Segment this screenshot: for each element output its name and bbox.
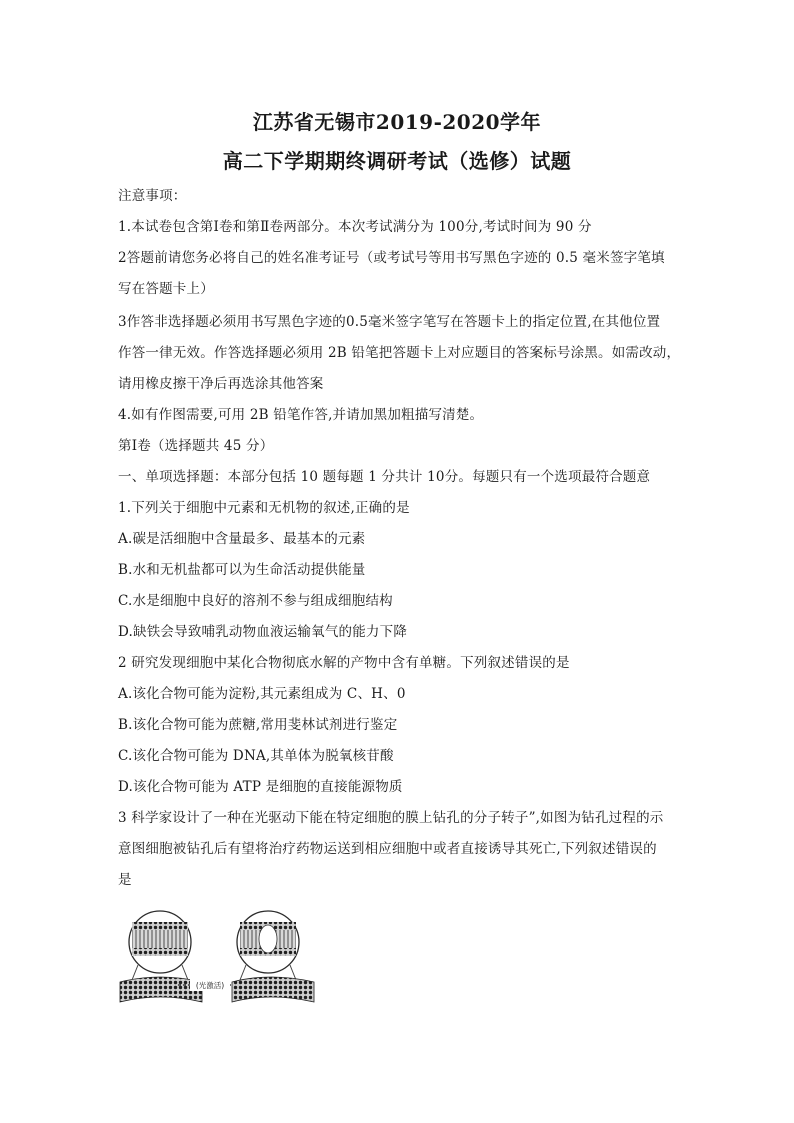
notice-item-2-cont: 写在答题卡上） xyxy=(118,281,214,297)
section-heading: 第Ⅰ卷（选择题共 45 分） xyxy=(118,438,274,454)
q2-option-c: C.该化合物可能为 DNA,其单体为脱氧核苷酸 xyxy=(118,748,394,764)
q2-option-d: D.该化合物可能为 ATP 是细胞的直接能源物质 xyxy=(118,779,403,795)
question-3-cont: 意图细胞被钻孔后有望将治疗药物运送到相应细胞中或者直接诱导其死亡,下列叙述错误的 xyxy=(118,841,657,857)
arrow-label: (光激活) xyxy=(195,981,225,990)
question-2: 2 研究发现细胞中某化合物彻底水解的产物中含有单糖。下列叙述错误的是 xyxy=(118,655,570,671)
title-line-2: 高二下学期期终调研考试（选修）试题 xyxy=(222,149,572,173)
notice-item-3: 3作答非选择题必须用书写黑色字迹的0.5毫米签字笔写在答题卡上的指定位置,在其他位置 xyxy=(118,314,661,330)
question-1: 1.下列关于细胞中元素和无机物的叙述,正确的是 xyxy=(118,500,410,516)
title-line-1: 江苏省无锡市2019-2020学年 xyxy=(252,110,542,134)
part-heading: 一、单项选择题：本部分包括 10 题每题 1 分共计 10分。每题只有一个选项最符合题意 xyxy=(118,469,651,485)
notice-item-4: 4.如有作图需要,可用 2B 铅笔作答,并请加黑加粗描写清楚。 xyxy=(118,407,484,423)
membrane-before-icon xyxy=(120,911,202,1002)
notice-item-1: 1.本试卷包含第Ⅰ卷和第Ⅱ卷两部分。本次考试满分为 100分,考试时间为 90 分 xyxy=(118,219,592,235)
q2-option-a: A.该化合物可能为淀粉,其元素组成为 C、H、0 xyxy=(118,686,406,702)
notice-item-3-cont2: 请用橡皮擦干净后再选涂其他答案 xyxy=(118,376,324,392)
membrane-after-icon xyxy=(232,911,314,1002)
question-3: 3 科学家设计了一种在光驱动下能在特定细胞的膜上钻孔的分子转子”,如图为钻孔过程的示 xyxy=(118,810,664,826)
molecular-rotor-figure xyxy=(118,910,318,1010)
q1-option-c: C.水是细胞中良好的溶剂不参与组成细胞结构 xyxy=(118,593,393,609)
q1-option-b: B.水和无机盐都可以为生命活动提供能量 xyxy=(118,562,366,578)
q2-option-b: B.该化合物可能为蔗糖,常用斐林试剂进行鉴定 xyxy=(118,717,398,733)
notice-item-3-cont: 作答一律无效。作答选择题必须用 2B 铅笔把答题卡上对应题目的答案标号涂黑。如需改动， xyxy=(118,345,681,361)
notice-item-2: 2答题前请您务必将自己的姓名准考证号（或考试号等用书写黑色字迹的 0.5 毫米签字笔填 xyxy=(118,250,665,266)
notice-heading: 注意事项： xyxy=(118,188,187,204)
q1-option-d: D.缺铁会导致哺乳动物血液运输氧气的能力下降 xyxy=(118,624,408,640)
question-3-cont2: 是 xyxy=(118,872,132,888)
q1-option-a: A.碳是活细胞中含量最多、最基本的元素 xyxy=(118,531,366,547)
